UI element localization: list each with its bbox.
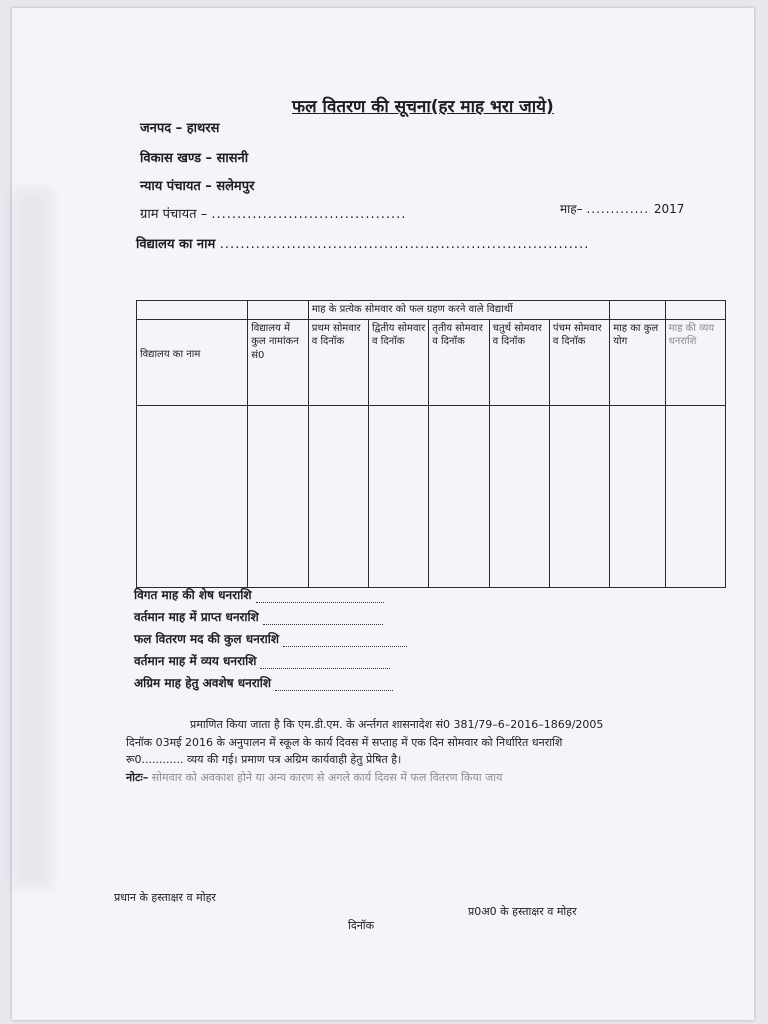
column-header: विद्यालय में कुल नामांकन सं0 [248,319,309,405]
finance-row [134,630,407,647]
column-header: प्रथम सोमवार व दिनॉक [308,319,368,405]
column-header: पंचम सोमवार व दिनॉक [549,319,609,405]
table-cell [489,405,549,588]
document-sheet [12,8,754,1020]
finance-label: विगत माह की शेष धनराशि [134,588,252,602]
finance-label: अग्रिम माह हेतु अवशेष धनराशि [134,676,272,690]
note-label: नोटः– [126,770,149,784]
finance-label: वर्तमान माह में प्राप्त धनराशि [134,610,259,624]
finance-blank [256,592,384,603]
vidyalaya-blank: ........................................................................ [219,237,590,252]
field-nyay-panchayat: न्याय पंचायत – सलेमपुर [140,179,255,194]
field-janpad: जनपद – हाथरस [140,121,220,136]
column-header: चतुर्थ सोमवार व दिनॉक [489,319,549,405]
finance-row [134,608,383,625]
vidyalaya-label: विद्यालय का नाम [136,237,216,252]
table-cell [665,405,725,588]
certification-line: दिनॉक 03मई 2016 के अनुपालन में स्कूल के कार्य दिवस में सप्ताह में एक दिन सोमवार को निर्धारित धनराशि [126,735,563,749]
certification-line: रू0............ व्यय की गई। प्रमाण पत्र अग्रिम कार्यवाही हेतु प्रेषित है। [126,753,402,767]
table-spacer [610,301,665,320]
certification-block [126,716,726,786]
table-cell [610,405,665,588]
finance-blank [263,614,383,625]
certification-line: प्रमाणित किया जाता है कि एम.डी.एम. के अर्न्तगत शासनादेश सं0 381/79–6–2016–1869/2005 [190,718,604,731]
table-cell [549,405,609,588]
table-group-header: माह के प्रत्येक सोमवार को फल ग्रहण करने वाले विद्यार्थी [308,301,609,320]
column-header: माह का कुल योग [610,319,665,405]
gram-panchayat-blank: ...................................... [211,207,407,222]
field-vikas-khand: विकास खण्ड – सासनी [140,151,249,166]
scan-smudge [12,188,52,888]
field-vidyalaya [136,234,589,252]
finance-row [134,652,390,669]
column-header: माह की व्यय धनराशि [665,319,725,405]
finance-row [134,586,384,603]
finance-blank [260,658,390,669]
table-cell [137,405,248,588]
note-text: सोमवार को अवकाश होने या अन्य कारण से अगले कार्य दिवस में फल वितरण किया जाय [151,770,503,784]
table-spacer [248,301,309,320]
gram-panchayat-label: ग्राम पंचायत – [140,207,208,222]
column-header: तृतीय सोमवार व दिनॉक [429,319,489,405]
document-title: फल वितरण की सूचना(हर माह भरा जाये) [292,97,554,117]
table-spacer [665,301,725,320]
month-label: माह– [560,202,583,216]
table-cell [308,405,368,588]
field-month [560,200,684,217]
finance-blank [275,680,393,691]
field-gram-panchayat [140,204,406,222]
column-header: विद्यालय का नाम [137,319,248,405]
date-label: दिनॉक [348,919,375,932]
finance-row [134,674,393,691]
headmaster-signature-label: प्र0अ0 के हस्ताक्षर व मोहर [468,905,577,918]
finance-blank [283,636,407,647]
pradhan-signature-label: प्रधान के हस्ताक्षर व मोहर [114,891,216,904]
table-cell [369,405,429,588]
table-corner [137,301,248,320]
finance-label: फल वितरण मद की कुल धनराशि [134,632,280,646]
finance-label: वर्तमान माह में व्यय धनराशि [134,654,257,668]
table-cell [248,405,309,588]
month-blank: ............. [586,202,654,216]
month-year: 2017 [653,202,685,216]
table-cell [429,405,489,588]
column-header: द्वितीय सोमवार व दिनॉक [369,319,429,405]
distribution-table [136,300,726,588]
